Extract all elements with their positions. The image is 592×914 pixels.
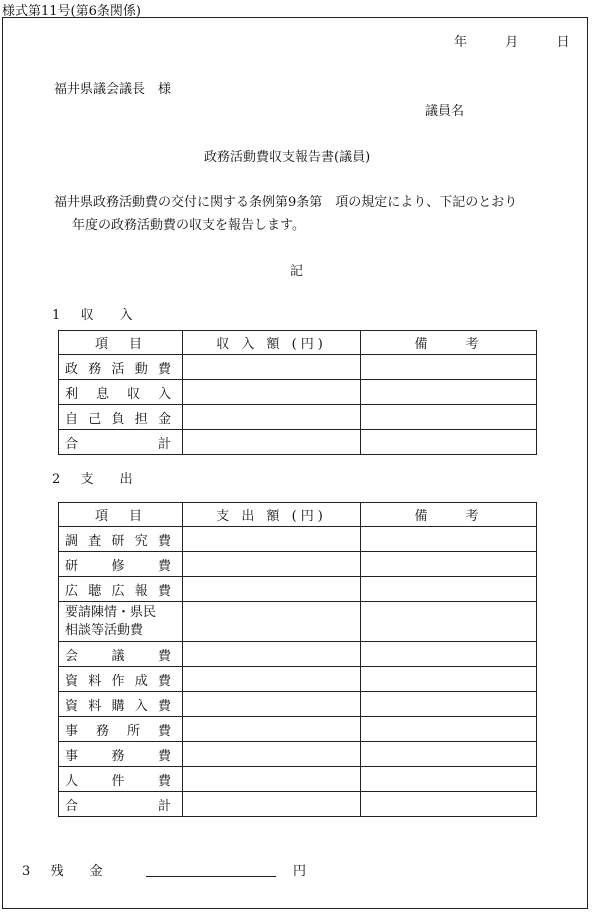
row-label: 調 査 研 究 費 <box>59 527 183 552</box>
income-section-heading <box>52 304 133 323</box>
ki-heading: 記 <box>290 264 304 279</box>
row-label: 政 務 活 動 費 <box>59 355 183 380</box>
date-year: 年 <box>454 35 468 50</box>
amount-cell[interactable] <box>183 717 361 742</box>
body-line-2: 年度の政務活動費の収支を報告します。 <box>72 218 305 233</box>
income-section-number: 1 <box>52 308 61 323</box>
table-row <box>59 602 537 642</box>
date-day: 日 <box>556 35 570 50</box>
income-section-label: 収 入 <box>80 308 133 323</box>
expense-section-number: 2 <box>52 472 61 487</box>
remarks-cell[interactable] <box>361 792 537 817</box>
income-table <box>58 330 537 455</box>
remarks-cell[interactable] <box>361 527 537 552</box>
amount-cell[interactable] <box>183 602 361 642</box>
row-label: 人 件 費 <box>59 767 183 792</box>
balance-unit: 円 <box>293 864 307 879</box>
row-label: 資 料 作 成 費 <box>59 667 183 692</box>
amount-cell[interactable] <box>183 355 361 380</box>
remarks-cell[interactable] <box>361 405 537 430</box>
member-name-label: 議員名 <box>425 104 465 119</box>
table-row <box>59 742 537 767</box>
remarks-cell[interactable] <box>361 577 537 602</box>
table-row <box>59 552 537 577</box>
amount-cell[interactable] <box>183 527 361 552</box>
remarks-cell[interactable] <box>361 355 537 380</box>
remarks-cell[interactable] <box>361 667 537 692</box>
column-header-amount: 収 入 額 (円) <box>183 331 361 355</box>
report-title: 政務活動費収支報告書(議員) <box>204 150 371 165</box>
table-row <box>59 380 537 405</box>
amount-cell[interactable] <box>183 767 361 792</box>
balance-amount-field[interactable] <box>146 862 276 877</box>
expense-table <box>58 502 537 817</box>
column-header-remarks: 備 考 <box>361 503 537 527</box>
remarks-cell[interactable] <box>361 642 537 667</box>
amount-cell[interactable] <box>183 642 361 667</box>
date-line <box>454 31 570 50</box>
amount-cell[interactable] <box>183 430 361 455</box>
amount-cell[interactable] <box>183 692 361 717</box>
form-label: 様式第11号(第6条関係) <box>2 4 141 19</box>
balance-section-label: 残 金 <box>50 864 103 879</box>
row-label: 合 計 <box>59 430 183 455</box>
row-label: 事 務 費 <box>59 742 183 767</box>
row-label-line-1: 要請陳情・県民 <box>65 604 157 620</box>
addressee: 福井県議会議長 様 <box>54 82 172 97</box>
body-line-1: 福井県政務活動費の交付に関する条例第9条第 項の規定により、下記のとおり <box>54 195 518 210</box>
amount-cell[interactable] <box>183 380 361 405</box>
table-row <box>59 405 537 430</box>
remarks-cell[interactable] <box>361 430 537 455</box>
table-row-total <box>59 792 537 817</box>
remarks-cell[interactable] <box>361 602 537 642</box>
amount-cell[interactable] <box>183 577 361 602</box>
amount-cell[interactable] <box>183 552 361 577</box>
expense-section-label: 支 出 <box>80 472 133 487</box>
remarks-cell[interactable] <box>361 767 537 792</box>
row-label: 自 己 負 担 金 <box>59 405 183 430</box>
amount-cell[interactable] <box>183 405 361 430</box>
row-label: 広 聴 広 報 費 <box>59 577 183 602</box>
amount-cell[interactable] <box>183 792 361 817</box>
row-label-line-2: 相談等活動費 <box>65 622 144 638</box>
table-header-row <box>59 331 537 355</box>
remarks-cell[interactable] <box>361 742 537 767</box>
balance-section-number: 3 <box>22 864 31 879</box>
column-header-item: 項 目 <box>59 503 183 527</box>
row-label: 資 料 購 入 費 <box>59 692 183 717</box>
remarks-cell[interactable] <box>361 692 537 717</box>
row-label: 合 計 <box>59 792 183 817</box>
row-label: 会 議 費 <box>59 642 183 667</box>
column-header-item: 項 目 <box>59 331 183 355</box>
column-header-remarks: 備 考 <box>361 331 537 355</box>
remarks-cell[interactable] <box>361 552 537 577</box>
table-row <box>59 667 537 692</box>
table-row <box>59 355 537 380</box>
row-label <box>59 602 183 642</box>
table-row <box>59 692 537 717</box>
row-label: 事 務 所 費 <box>59 717 183 742</box>
remarks-cell[interactable] <box>361 380 537 405</box>
amount-cell[interactable] <box>183 742 361 767</box>
table-row <box>59 527 537 552</box>
expense-section-heading <box>52 468 133 487</box>
table-header-row <box>59 503 537 527</box>
amount-cell[interactable] <box>183 667 361 692</box>
table-row <box>59 642 537 667</box>
table-row <box>59 717 537 742</box>
table-row <box>59 767 537 792</box>
date-month: 月 <box>505 35 519 50</box>
row-label: 利 息 収 入 <box>59 380 183 405</box>
table-row-total <box>59 430 537 455</box>
row-label: 研 修 費 <box>59 552 183 577</box>
balance-section-heading <box>22 860 103 879</box>
column-header-amount: 支 出 額 (円) <box>183 503 361 527</box>
remarks-cell[interactable] <box>361 717 537 742</box>
table-row <box>59 577 537 602</box>
